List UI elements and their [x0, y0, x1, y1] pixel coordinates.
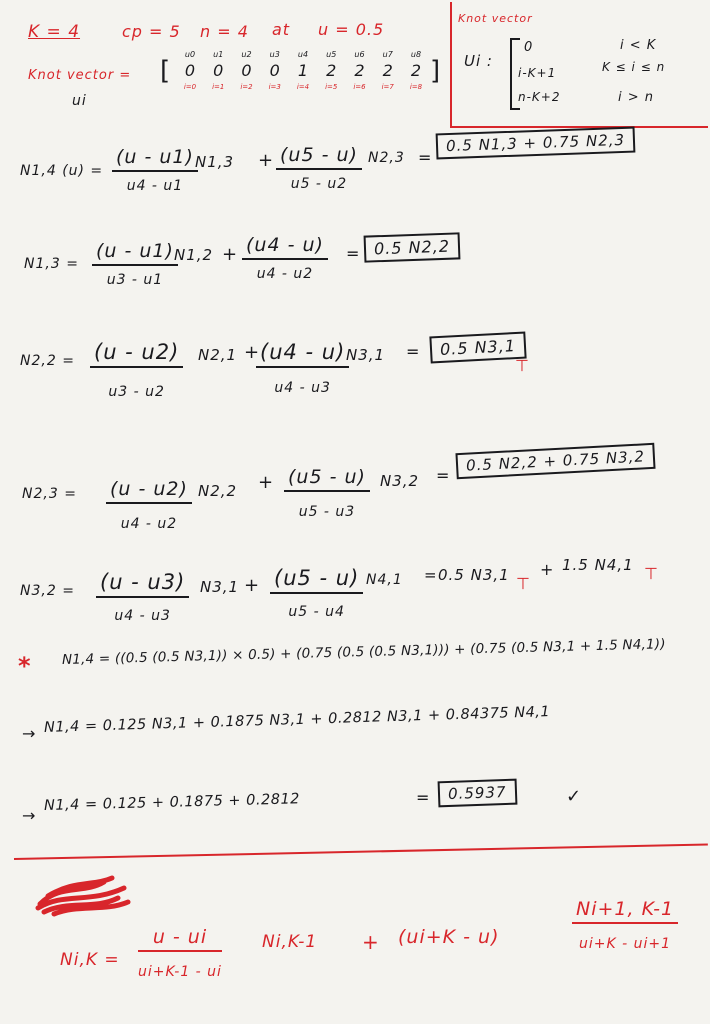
eq5-plus: + — [244, 575, 261, 596]
eq2-num2: (u4 - u) — [242, 234, 328, 260]
knot-index: u8 — [410, 50, 422, 59]
knot-value: 0 — [184, 61, 196, 80]
formula-n1: Ni,K-1 — [262, 932, 318, 952]
knot-index: u6 — [354, 50, 365, 59]
eq5-den1: u4 - u3 — [114, 608, 171, 624]
eq4-num2: (u5 - u) — [284, 466, 370, 492]
eq2-num1: (u - u1) — [92, 240, 178, 266]
formula-frac2 — [572, 898, 678, 952]
eq3-num1: (u - u2) — [90, 340, 183, 368]
knot-index: u0 — [184, 50, 196, 59]
eq4-den1: u4 - u2 — [120, 516, 178, 532]
knot-value: 2 — [382, 61, 393, 80]
eq3-num2: (u4 - u) — [256, 340, 349, 368]
knot-box-row1-cond: i < K — [620, 38, 657, 53]
knot-column — [206, 50, 230, 100]
formula-den2: ui+K - ui+1 — [579, 936, 672, 952]
red-divider — [14, 843, 708, 860]
knot-column — [291, 50, 315, 100]
eq5-eq: = — [424, 566, 438, 584]
eq4-num1: (u - u2) — [106, 478, 192, 504]
eq5-result-plus: + — [540, 560, 555, 579]
line7-expression: N1,4 = 0.125 + 0.1875 + 0.2812 — [43, 791, 301, 814]
knot-vector-label: Knot vector = — [28, 68, 132, 83]
eq3-frac1 — [90, 340, 183, 400]
knot-value: 0 — [241, 61, 252, 80]
eq1-frac1 — [112, 146, 198, 194]
knot-sub-index: i=4 — [296, 83, 310, 91]
eq3-eq: = — [406, 342, 421, 361]
eq3-n1: N2,1 — [198, 346, 238, 364]
red-scribble-icon — [34, 874, 134, 918]
knot-box-row2-value: i-K+1 — [518, 66, 557, 80]
formula-den1: ui+K-1 - ui — [138, 964, 222, 980]
eq5-den2: u5 - u4 — [288, 604, 345, 620]
line6-arrow: → — [22, 724, 36, 743]
eq1-frac2 — [276, 144, 362, 192]
knot-sub-index: i=6 — [353, 83, 366, 91]
eq2-n1: N1,2 — [174, 246, 214, 264]
line7-result: 0.5937 — [438, 779, 517, 808]
knot-box-row3-value: n-K+2 — [518, 90, 561, 104]
param-n: n = 4 — [200, 22, 249, 41]
eq5-result-b: 1.5 N4,1 — [562, 556, 634, 574]
eq1-den1: u4 - u1 — [126, 178, 184, 194]
eq5-cross-mark-b-icon: ⊤ — [644, 564, 658, 583]
eq5-lhs: N3,2 = — [20, 583, 75, 599]
eq3-result: 0.5 N3,1 — [429, 332, 526, 364]
eq5-n2: N4,1 — [366, 572, 403, 588]
eq1-lhs: N1,4 (u) = — [20, 163, 104, 179]
knot-value: 2 — [410, 61, 422, 80]
eq4-frac1 — [106, 478, 192, 532]
knot-column — [319, 50, 343, 100]
eq4-n1: N2,2 — [198, 482, 238, 500]
eq2-result: 0.5 N2,2 — [364, 232, 461, 262]
knot-vector — [178, 50, 428, 100]
eq4-frac2 — [284, 466, 370, 520]
eq5-n1: N3,1 — [200, 578, 240, 596]
knot-index: u7 — [382, 50, 393, 59]
knot-column — [263, 50, 287, 100]
check-mark-icon: ✓ — [566, 786, 582, 807]
knot-sub-index: i=8 — [409, 83, 423, 91]
knot-vector-box — [450, 2, 708, 128]
knot-sub-index: i=5 — [325, 83, 338, 91]
star-mark: * — [18, 652, 31, 680]
knot-open-bracket: [ — [160, 56, 171, 86]
eq4-result: 0.5 N2,2 + 0.75 N3,2 — [455, 443, 655, 479]
knot-column — [404, 50, 428, 100]
eq1-n2: N2,3 — [368, 150, 405, 166]
eq4-den2: u5 - u3 — [298, 504, 356, 520]
eq1-plus: + — [258, 150, 275, 171]
knot-sub-index: i=0 — [183, 83, 197, 91]
knot-column — [235, 50, 259, 100]
knot-value: 0 — [213, 61, 224, 80]
knot-value: 2 — [354, 61, 365, 80]
line7-arrow: → — [22, 806, 36, 825]
knot-column — [178, 50, 202, 100]
formula-plus: + — [362, 930, 380, 954]
eq3-cross-mark-icon: ⊤ — [515, 356, 529, 375]
knot-index: u1 — [213, 50, 224, 59]
eq1-num1: (u - u1) — [112, 146, 198, 172]
param-k: K = 4 — [28, 22, 81, 42]
formula-num1: u - ui — [138, 926, 222, 952]
knot-value: 2 — [326, 61, 337, 80]
eq3-frac2 — [256, 340, 349, 396]
eq2-den1: u3 - u1 — [106, 272, 164, 288]
knot-index: u2 — [241, 50, 252, 59]
knot-index: u3 — [269, 50, 280, 59]
star-expression: N1,4 = ((0.5 (0.5 N3,1)) × 0.5) + (0.75 (0.5 (0.5 N3,1))) + (0.75 (0.5 N3,1 + 1.5 N4,1)) — [61, 636, 666, 668]
line6-expression: N1,4 = 0.125 N3,1 + 0.1875 N3,1 + 0.2812 N3,1 + 0.84375 N4,1 — [43, 704, 551, 736]
param-u: u = 0.5 — [318, 20, 385, 39]
eq3-n2: N3,1 — [346, 346, 386, 364]
eq5-num1: (u - u3) — [96, 570, 189, 598]
eq3-lhs: N2,2 = — [20, 353, 75, 369]
knot-box-ui-label: Ui : — [464, 52, 493, 70]
knot-sub-index: i=1 — [212, 83, 225, 91]
eq3-plus: + — [244, 342, 261, 363]
knot-sub-index: i=2 — [240, 83, 253, 91]
formula-term2: (ui+K - u) — [398, 926, 500, 948]
eq1-n1: N1,3 — [195, 153, 235, 171]
knot-box-row3-cond: i > n — [618, 90, 655, 105]
eq2-lhs: N1,3 = — [24, 256, 79, 272]
eq2-frac2 — [242, 234, 328, 282]
knot-box-row1-value: 0 — [524, 40, 534, 55]
param-at: at — [272, 20, 291, 39]
knot-value: 1 — [297, 61, 309, 80]
knot-column — [376, 50, 400, 100]
knot-index: u5 — [326, 50, 337, 59]
eq2-plus: + — [222, 244, 239, 265]
eq1-eq: = — [418, 148, 433, 167]
eq5-frac2 — [270, 566, 363, 620]
eq2-frac1 — [92, 240, 178, 288]
eq1-den2: u5 - u2 — [290, 176, 348, 192]
eq4-eq: = — [436, 466, 451, 485]
eq1-num2: (u5 - u) — [276, 144, 362, 170]
eq5-result-a: 0.5 N3,1 — [438, 566, 510, 584]
eq2-den2: u4 - u2 — [256, 266, 314, 282]
knot-sub-index: i=3 — [268, 83, 281, 91]
eq3-den2: u4 - u3 — [274, 380, 331, 396]
eq4-lhs: N2,3 = — [22, 486, 77, 502]
formula-num2: Ni+1, K-1 — [572, 898, 678, 924]
knot-value: 0 — [269, 61, 280, 80]
knot-box-title: Knot vector — [458, 12, 533, 25]
ui-label: ui — [72, 93, 87, 109]
knot-close-bracket: ] — [430, 56, 441, 86]
formula-frac1 — [138, 926, 222, 980]
eq5-cross-mark-a-icon: ⊤ — [516, 574, 530, 593]
eq5-frac1 — [96, 570, 189, 624]
eq2-eq: = — [346, 244, 361, 263]
formula-lhs: Ni,K = — [60, 950, 120, 970]
knot-box-row2-cond: K ≤ i ≤ n — [602, 60, 666, 74]
eq1-result: 0.5 N1,3 + 0.75 N2,3 — [436, 127, 636, 160]
line7-eq: = — [416, 788, 431, 807]
param-cp: cp = 5 — [122, 22, 181, 41]
knot-sub-index: i=7 — [381, 83, 394, 91]
knot-index: u4 — [297, 50, 309, 59]
knot-column — [348, 50, 372, 100]
eq5-num2: (u5 - u) — [270, 566, 363, 594]
eq4-plus: + — [258, 472, 275, 493]
eq4-n2: N3,2 — [380, 472, 420, 490]
eq3-den1: u3 - u2 — [108, 384, 165, 400]
